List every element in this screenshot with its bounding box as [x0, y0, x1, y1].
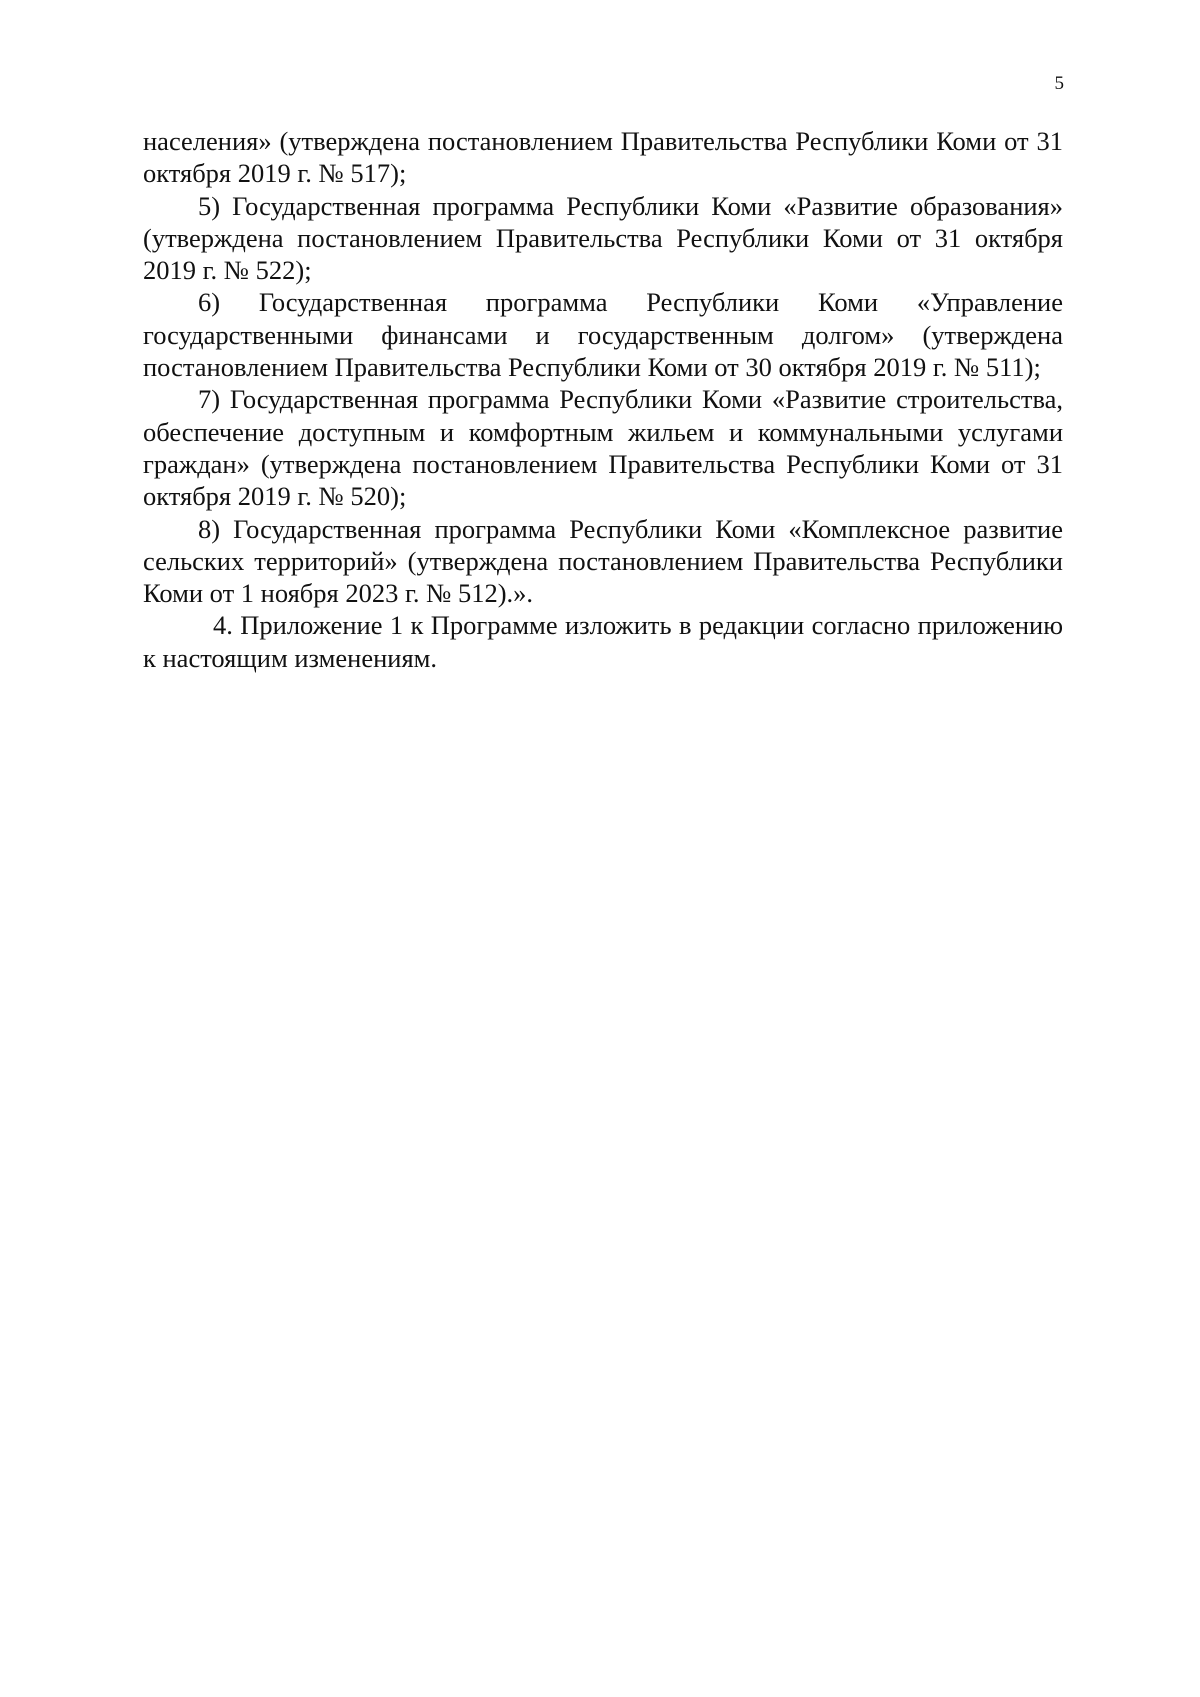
paragraph-item-4: 4. Приложение 1 к Программе изложить в редакции согласно приложению к настоящим изменениям. [143, 610, 1063, 673]
list-item-7: 7) Государственная программа Республики Коми «Развитие строительства, обеспечение доступным и комфортным жильем и коммунальными услугами граждан» (утверждена постановлением Правительства Республики Коми от 31 октября 2019 г. № 520); [143, 384, 1063, 512]
list-item-5: 5) Государственная программа Республики Коми «Развитие образования» (утверждена постановлением Правительства Республики Коми от 31 октября 2019 г. № 522); [143, 190, 1063, 286]
list-item-6: 6) Государственная программа Республики Коми «Управление государственными финансами и государственным долгом» (утверждена постановлением Правительства Республики Коми от 30 октября 2019 г. № 511); [143, 287, 1063, 383]
document-body [143, 125, 1063, 674]
list-item-8: 8) Государственная программа Республики Коми «Комплексное развитие сельских территорий» (утверждена постановлением Правительства Республики Коми от 1 ноября 2023 г. № 512).». [143, 513, 1063, 609]
page-number: 5 [1054, 73, 1064, 94]
paragraph-continuation: населения» (утверждена постановлением Правительства Республики Коми от 31 октября 2019 г. № 517); [143, 126, 1063, 189]
